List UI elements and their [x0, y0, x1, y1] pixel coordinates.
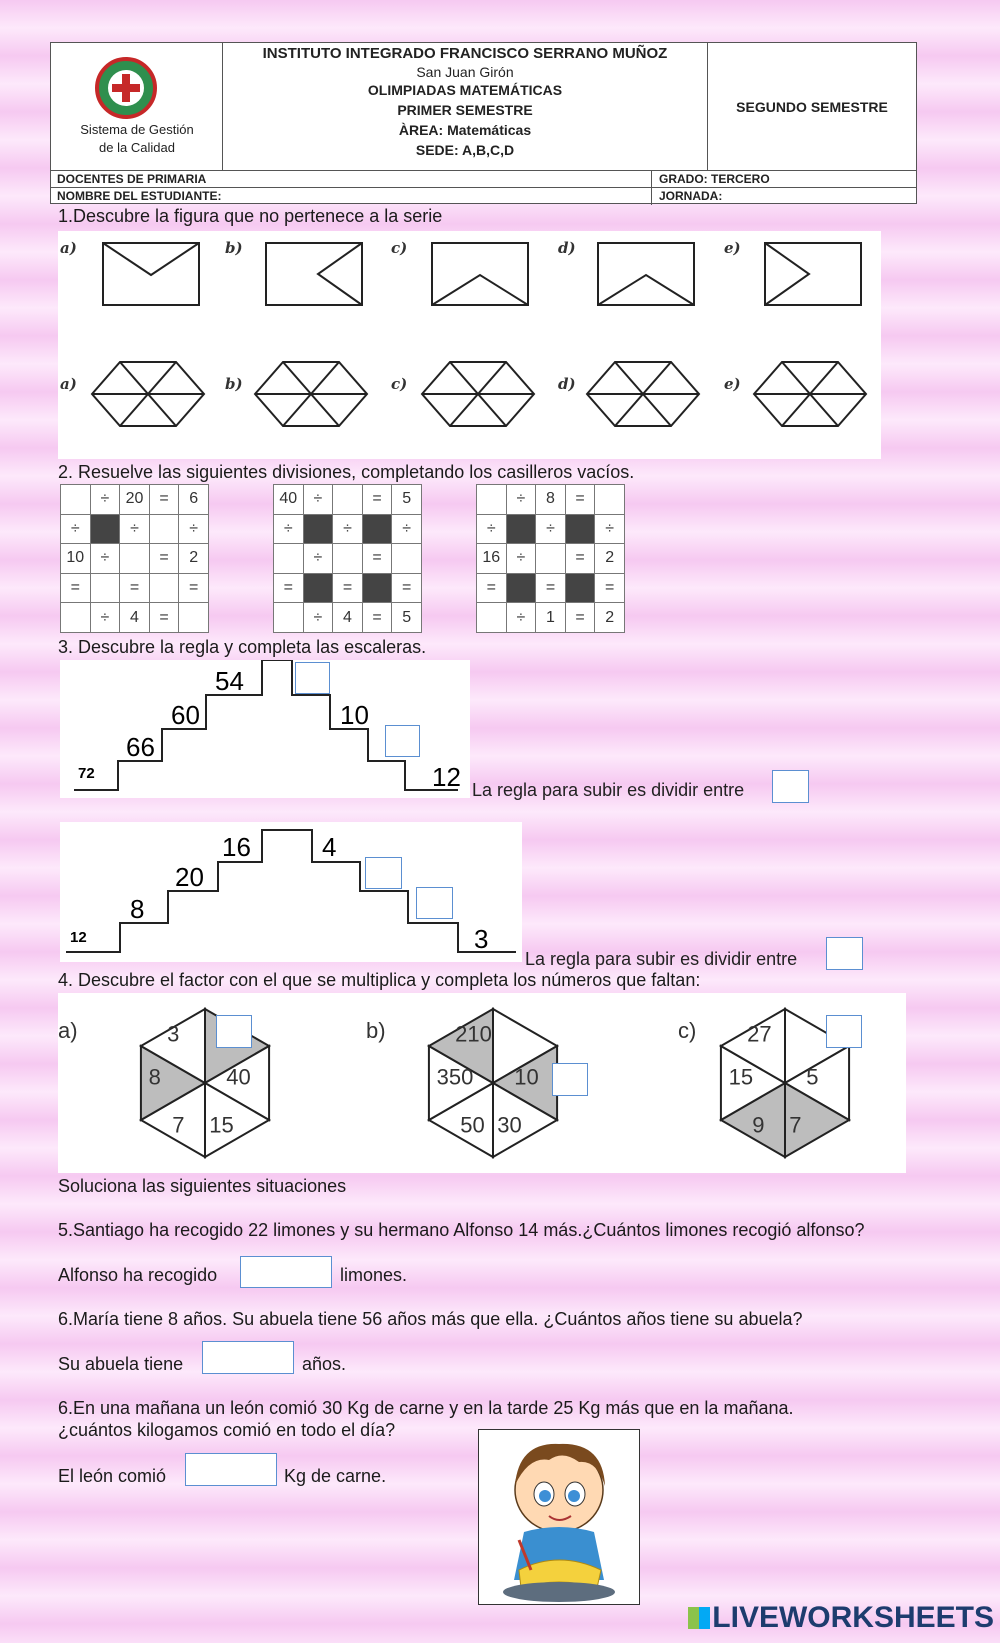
problem-5: 5.Santiago ha recogido 22 limones y su hermano Alfonso 14 más.¿Cuántos limones recogió alfonso? — [58, 1220, 865, 1240]
grid-cell: 6 — [179, 485, 209, 515]
grid-cell: = — [595, 573, 625, 603]
grid-empty-cell[interactable] — [179, 603, 209, 633]
grid-cell: 8 — [536, 485, 566, 515]
stair1-step-8: 12 — [432, 762, 461, 792]
grid-cell: = — [149, 544, 179, 574]
problem-5-answer-suffix: limones. — [340, 1265, 408, 1285]
grid-cell: ÷ — [90, 544, 120, 574]
envelope-c-icon — [432, 243, 528, 305]
hex-0-value: 40 — [226, 1064, 251, 1090]
grid-cell: = — [362, 485, 392, 515]
semester: PRIMER SEMESTRE — [397, 102, 533, 118]
grid-empty-cell[interactable] — [536, 544, 566, 574]
grid-cell: 16 — [477, 544, 507, 574]
grid-cell: ÷ — [506, 603, 536, 633]
grid-cell: = — [274, 573, 304, 603]
stair2-step-1: 12 — [70, 929, 87, 946]
grade-label: GRADO: TERCERO — [659, 172, 770, 186]
institution-cell — [223, 43, 708, 170]
grid-shaded-cell — [303, 514, 333, 544]
stair2-step-2: 8 — [130, 894, 145, 924]
olympiad-title: OLIMPIADAS MATEMÁTICAS — [367, 82, 563, 98]
shape-hexagon-0-icon — [92, 362, 204, 426]
quality-line2: de la Calidad — [99, 140, 175, 155]
hex-c-answer-input[interactable] — [826, 1015, 862, 1048]
problem-5-answer-prefix: Alfonso ha recogido — [58, 1265, 218, 1285]
q1-label-d: d) — [558, 239, 576, 257]
city: San Juan Girón — [416, 64, 514, 80]
problem-7-answer-input[interactable] — [185, 1453, 277, 1486]
envelope-e-icon — [765, 243, 861, 305]
stair2-step-9: 3 — [474, 924, 489, 954]
stair2-step-3: 20 — [175, 862, 204, 892]
grid-cell: = — [565, 544, 595, 574]
grid-cell: = — [392, 573, 422, 603]
envelope-b-icon — [266, 243, 362, 305]
teachers-label: DOCENTES DE PRIMARIA — [57, 172, 207, 186]
shape-hexagon-2-icon — [422, 362, 534, 426]
grid-shaded-cell — [90, 514, 120, 544]
q1-label-b2: b) — [225, 375, 243, 393]
division-grid-1 — [60, 484, 209, 633]
grid-empty-cell[interactable] — [61, 603, 91, 633]
liveworksheets-wordmark: LIVEWORKSHEETS — [712, 1601, 994, 1634]
grid-cell: = — [333, 573, 363, 603]
student-name-label: NOMBRE DEL ESTUDIANTE: — [57, 189, 222, 203]
q3-title: 3. Descubre la regla y completa las escaleras. — [58, 637, 427, 657]
grid-cell: = — [477, 573, 507, 603]
problem-6-answer-prefix: Su abuela tiene — [58, 1354, 184, 1374]
grid-shaded-cell — [565, 514, 595, 544]
grid-empty-cell[interactable] — [149, 514, 179, 544]
problem-7-line1: 6.En una mañana un león comió 30 Kg de carne y en la tarde 25 Kg más que en la mañana. — [58, 1398, 794, 1418]
division-grid-table — [273, 484, 422, 633]
header-row-teachers — [51, 170, 916, 187]
hex-2-value: 9 — [752, 1112, 765, 1138]
institution-name: INSTITUTO INTEGRADO FRANCISCO SERRANO MUÑOZ — [262, 45, 668, 62]
liveworksheets-logo — [688, 1601, 994, 1635]
hex-1-value: 210 — [455, 1021, 492, 1047]
q1-label-e: e) — [724, 239, 741, 257]
stair2-step-4: 16 — [222, 832, 251, 862]
hexagon-panel — [58, 993, 906, 1173]
grid-cell: ÷ — [303, 544, 333, 574]
quality-line1: Sistema de Gestión — [80, 122, 194, 137]
hex-1-value: 350 — [436, 1064, 474, 1090]
grid-shaded-cell — [303, 573, 333, 603]
grid-cell: 2 — [179, 544, 209, 574]
q1-figures-panel — [58, 231, 881, 459]
grid-cell: ÷ — [595, 514, 625, 544]
grid-cell: ÷ — [90, 485, 120, 515]
grid-cell: = — [565, 603, 595, 633]
stair2-answer-2[interactable] — [416, 887, 453, 919]
grid-cell: 1 — [536, 603, 566, 633]
staircase-1 — [60, 660, 470, 798]
grid-cell: 40 — [274, 485, 304, 515]
shape-hexagon-1-icon — [255, 362, 367, 426]
hex-label-c: c) — [678, 1018, 697, 1043]
q1-label-d2: d) — [558, 375, 576, 393]
grid-cell: ÷ — [120, 514, 150, 544]
quality-logo-cell — [51, 43, 223, 170]
problems-intro: Soluciona las siguientes situaciones — [58, 1176, 347, 1196]
header-table — [50, 42, 917, 204]
grid-empty-cell[interactable] — [477, 485, 507, 515]
hex-0-value: 7 — [172, 1112, 185, 1138]
grid-cell: 4 — [120, 603, 150, 633]
hex-2-value: 15 — [728, 1064, 754, 1090]
rule1-answer-input[interactable] — [772, 770, 809, 803]
grid-cell: = — [362, 544, 392, 574]
grid-cell: ÷ — [303, 485, 333, 515]
grid-empty-cell[interactable] — [149, 573, 179, 603]
hex-label-b: b) — [366, 1018, 386, 1043]
grid-cell: ÷ — [90, 603, 120, 633]
grid-shaded-cell — [506, 573, 536, 603]
grid-cell: = — [536, 573, 566, 603]
grid-empty-cell[interactable] — [477, 603, 507, 633]
hex-2-value: 7 — [789, 1112, 802, 1138]
grid-cell: 2 — [595, 603, 625, 633]
division-grid-table — [476, 484, 625, 633]
grid-empty-cell[interactable] — [120, 544, 150, 574]
q1-figures — [58, 231, 881, 459]
grid-cell: 5 — [392, 603, 422, 633]
stair1-step-2: 66 — [126, 732, 155, 762]
grid-cell: = — [179, 573, 209, 603]
boy-reading-icon — [479, 1430, 639, 1604]
rule2-answer-input[interactable] — [826, 937, 863, 970]
grid-cell: = — [362, 603, 392, 633]
shape-hexagon-3-icon — [587, 362, 699, 426]
problem-7-answer-suffix: Kg de carne. — [284, 1466, 387, 1486]
grid-cell: ÷ — [477, 514, 507, 544]
problem-7-answer-prefix: El león comió — [58, 1466, 167, 1486]
grid-cell: = — [61, 573, 91, 603]
grid-empty-cell[interactable] — [274, 603, 304, 633]
hex-0-value: 3 — [167, 1021, 180, 1047]
grid-shaded-cell — [362, 573, 392, 603]
grid-cell: 2 — [595, 544, 625, 574]
q1-label-a2: a) — [60, 375, 77, 393]
school-seal-icon — [93, 57, 159, 119]
stair2-step-6: 4 — [322, 832, 337, 862]
problem-6-answer-input[interactable] — [202, 1341, 294, 1374]
grid-empty-cell[interactable] — [274, 544, 304, 574]
stair1-step-4: 54 — [215, 666, 244, 696]
grid-cell: = — [120, 573, 150, 603]
grid-shaded-cell — [362, 514, 392, 544]
envelope-d-icon — [598, 243, 694, 305]
rule1-text: La regla para subir es dividir entre — [472, 780, 745, 800]
grid-empty-cell[interactable] — [90, 573, 120, 603]
division-grid-table — [60, 484, 209, 633]
staircase-2 — [60, 822, 522, 962]
q1-label-e2: e) — [724, 375, 741, 393]
area: ÀREA: Matemáticas — [398, 122, 532, 138]
hex-2-value: 27 — [747, 1021, 772, 1047]
sede: SEDE: A,B,C,D — [415, 142, 515, 158]
problem-5-answer-input[interactable] — [240, 1256, 332, 1288]
grid-cell: 10 — [61, 544, 91, 574]
division-grid-2 — [273, 484, 422, 633]
q1-label-a: a) — [60, 239, 77, 257]
grid-shaded-cell — [506, 514, 536, 544]
stair1-step-1: 72 — [78, 765, 95, 782]
q1-label-b: b) — [225, 239, 243, 257]
grid-cell: ÷ — [506, 485, 536, 515]
grid-cell: = — [565, 485, 595, 515]
right-semester: SEGUNDO SEMESTRE — [736, 98, 888, 115]
q1-label-c: c) — [391, 239, 408, 257]
stair2-answer-1[interactable] — [365, 857, 402, 889]
grid-empty-cell[interactable] — [333, 544, 363, 574]
grid-cell: ÷ — [506, 544, 536, 574]
grid-cell: ÷ — [179, 514, 209, 544]
hex-2-value: 5 — [806, 1064, 819, 1090]
header-row-student — [51, 187, 916, 204]
grid-empty-cell[interactable] — [392, 544, 422, 574]
q2-title: 2. Resuelve las siguientes divisiones, completando los casilleros vacíos. — [58, 462, 635, 482]
hex-1-value: 10 — [514, 1064, 539, 1090]
division-grid-3 — [476, 484, 625, 633]
grid-empty-cell[interactable] — [61, 485, 91, 515]
q4-title: 4. Descubre el factor con el que se multiplica y completa los números que faltan: — [58, 970, 701, 990]
boy-illustration — [478, 1429, 640, 1605]
grid-cell: ÷ — [303, 603, 333, 633]
grid-cell: ÷ — [333, 514, 363, 544]
stair1-step-3: 60 — [171, 700, 200, 730]
hex-0-value: 8 — [148, 1064, 161, 1090]
grid-shaded-cell — [565, 573, 595, 603]
q1-label-c2: c) — [391, 375, 408, 393]
hex-b-answer-input[interactable] — [552, 1063, 588, 1096]
stair1-answer-mid[interactable] — [385, 725, 420, 757]
hex-1-value: 30 — [497, 1112, 522, 1138]
grid-cell: = — [149, 603, 179, 633]
problem-7-line2: ¿cuántos kilogamos comió en todo el día? — [58, 1420, 396, 1440]
shape-hexagon-4-icon — [754, 362, 866, 426]
rule2-text: La regla para subir es dividir entre — [525, 949, 798, 969]
hex-1-value: 50 — [460, 1112, 485, 1138]
problem-6: 6.María tiene 8 años. Su abuela tiene 56 años más que ella. ¿Cuántos años tiene su abuela? — [58, 1309, 803, 1329]
grid-cell: 5 — [392, 485, 422, 515]
hex-0-value: 15 — [209, 1112, 234, 1138]
grid-cell: 4 — [333, 603, 363, 633]
liveworksheets-mark-icon — [688, 1607, 710, 1629]
grid-cell: = — [149, 485, 179, 515]
stair1-answer-top[interactable] — [295, 662, 330, 694]
hex-a-answer-input[interactable] — [216, 1015, 252, 1048]
grid-empty-cell[interactable] — [333, 485, 363, 515]
stair1-step-6: 10 — [340, 700, 369, 730]
grid-cell: ÷ — [392, 514, 422, 544]
grid-cell: ÷ — [61, 514, 91, 544]
grid-cell: ÷ — [536, 514, 566, 544]
grid-empty-cell[interactable] — [595, 485, 625, 515]
envelope-a-icon — [103, 243, 199, 305]
problem-6-answer-suffix: años. — [302, 1354, 347, 1374]
hex-label-a: a) — [58, 1018, 78, 1043]
q1-title: 1.Descubre la figura que no pertenece a la serie — [58, 206, 443, 226]
grid-cell: ÷ — [274, 514, 304, 544]
shift-label: JORNADA: — [659, 189, 723, 203]
grid-cell: 20 — [120, 485, 150, 515]
